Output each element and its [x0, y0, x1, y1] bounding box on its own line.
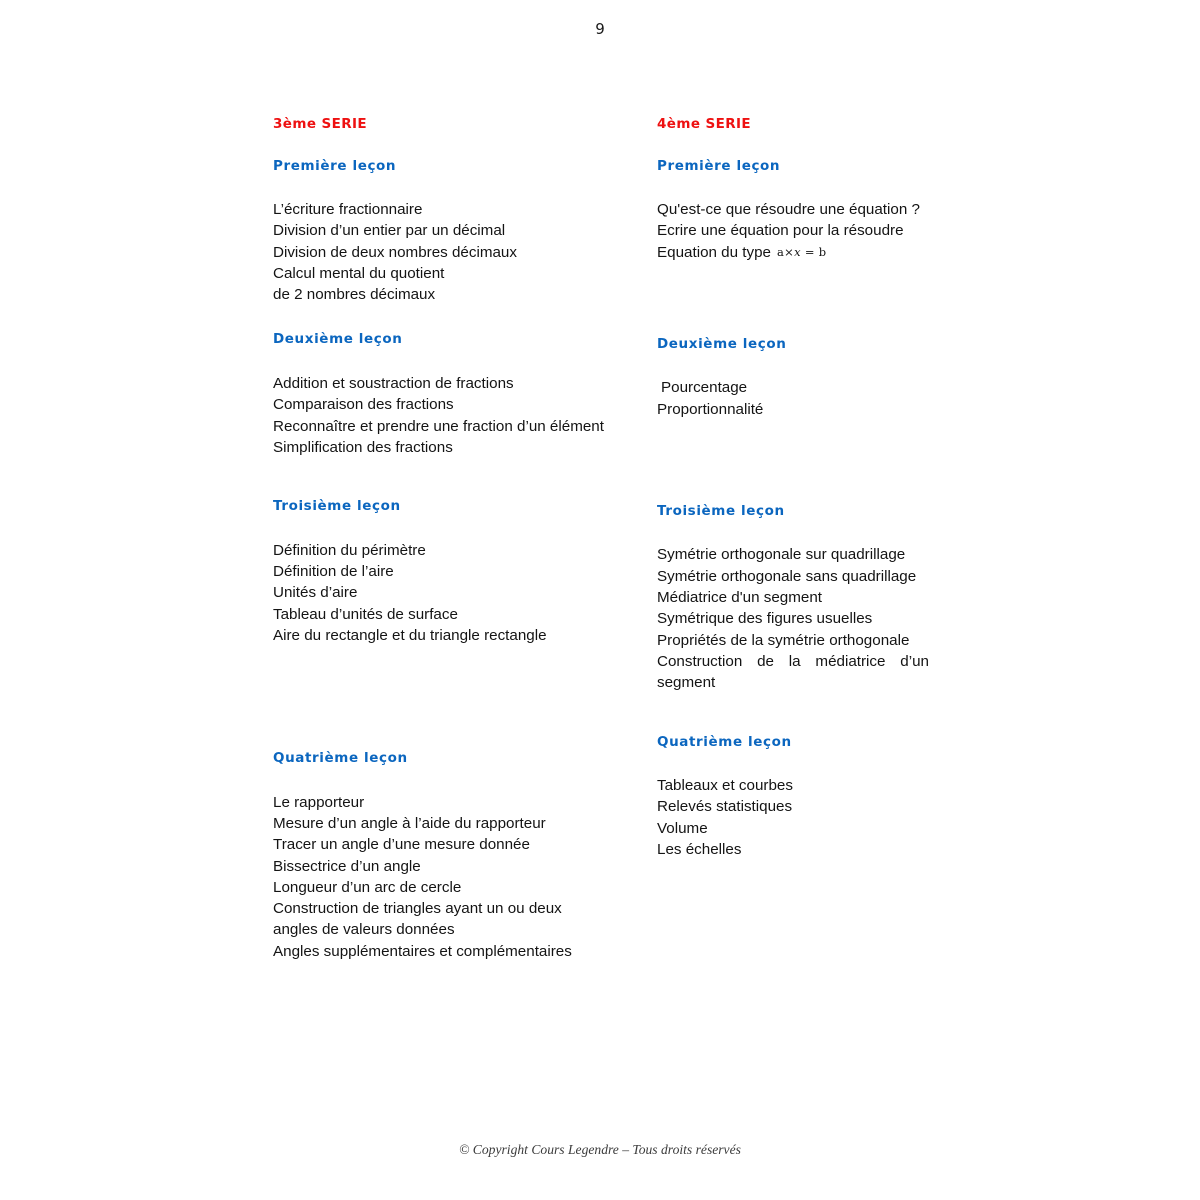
equation-lead: a: [777, 244, 785, 259]
lesson-block-left-4: [273, 752, 655, 962]
list-item: Division de deux nombres décimaux: [273, 243, 517, 261]
lesson-block-right-1: [657, 157, 1035, 263]
list-item: L’écriture fractionnaire: [273, 201, 423, 218]
list-item: Construction de la médiatrice d’un segment: [657, 652, 929, 692]
lesson-block-right-2: [657, 335, 1035, 420]
list-item: Relevés statistiques: [657, 798, 793, 816]
equation-equals: =: [804, 244, 815, 259]
list-item: Tableaux et courbes: [657, 777, 793, 795]
list-item: Addition et soustraction de fractions: [273, 374, 514, 392]
lesson-heading-left-1: Première leçon: [273, 157, 397, 174]
list-item-with-equation: [657, 242, 1035, 263]
list-item: Construction de triangles ayant un ou deux: [273, 900, 562, 918]
equation-right: b: [818, 244, 827, 259]
list-item: Mesure d’un angle à l’aide du rapporteur: [273, 814, 546, 832]
list-item: Aire du rectangle et du triangle rectangle: [273, 626, 547, 644]
lesson-items-right-3: [657, 544, 1035, 693]
lesson-heading-left-2: Deuxième leçon: [273, 331, 403, 348]
list-item: angles de valeurs données: [273, 921, 455, 939]
list-item: de 2 nombres décimaux: [273, 286, 436, 304]
list-item: Simplification des fractions: [273, 438, 453, 456]
list-item: Médiatrice d'un segment: [657, 589, 822, 607]
list-item: Ecrire une équation pour la résoudre: [657, 222, 904, 240]
lesson-heading-left-3: Troisième leçon: [273, 498, 401, 515]
content-columns: [0, 118, 1200, 962]
equation-a-times-x-equals-b: [771, 245, 826, 259]
list-item: Le rapporteur: [273, 793, 365, 811]
lesson-items-left-1: [273, 199, 655, 305]
list-item: Les échelles: [657, 840, 742, 858]
lesson-block-right-3: [657, 502, 1035, 694]
lesson-heading-right-2: Deuxième leçon: [657, 335, 787, 352]
lesson-items-left-2: [273, 373, 655, 458]
equation-variable: x: [794, 244, 801, 259]
lesson-items-left-3: [273, 540, 655, 646]
serie-title-right: 4ème SERIE: [657, 116, 752, 132]
copyright-footer: © Copyright Cours Legendre – Tous droits réservés: [459, 1142, 741, 1157]
list-item: Tableau d’unités de surface: [273, 605, 458, 623]
lesson-block-left-1: [273, 157, 655, 306]
list-item: Symétrique des figures usuelles: [657, 610, 873, 628]
column-left: [273, 118, 655, 962]
lesson-heading-right-3: Troisième leçon: [657, 502, 785, 519]
lesson-items-right-2: [657, 377, 1035, 420]
lesson-block-left-3: [273, 500, 655, 646]
page-number: 9: [595, 20, 605, 38]
list-item-label: Equation du type: [657, 243, 771, 261]
list-item: Qu'est-ce que résoudre une équation ?: [657, 201, 920, 218]
list-item: Définition du périmètre: [273, 541, 426, 559]
equation-operator: ×: [784, 244, 795, 259]
lesson-heading-left-4: Quatrième leçon: [273, 750, 408, 767]
list-item: Symétrie orthogonale sans quadrillage: [657, 567, 917, 585]
list-item: Division d’un entier par un décimal: [273, 222, 506, 240]
serie-title-left: 3ème SERIE: [273, 116, 368, 132]
lesson-block-left-2: [273, 333, 655, 458]
lesson-items-left-4: [273, 792, 655, 962]
list-item: Symétrie orthogonale sur quadrillage: [657, 546, 906, 564]
lesson-items-right-4: [657, 775, 1035, 860]
lesson-heading-right-1: Première leçon: [657, 157, 781, 174]
lesson-items-right-1: [657, 199, 1035, 263]
list-item: Comparaison des fractions: [273, 396, 454, 414]
list-item: Proportionnalité: [657, 400, 764, 418]
list-item: Bissectrice d’un angle: [273, 857, 421, 875]
list-item: Angles supplémentaires et complémentaires: [273, 942, 572, 960]
list-item: Propriétés de la symétrie orthogonale: [657, 631, 910, 649]
column-right: [655, 118, 1035, 860]
list-item: Calcul mental du quotient: [273, 264, 445, 282]
list-item: Définition de l’aire: [273, 562, 394, 580]
list-item: Pourcentage: [661, 379, 748, 397]
lesson-block-right-4: [657, 733, 1035, 861]
list-item: Reconnaître et prendre une fraction d’un élément: [273, 417, 604, 435]
list-item: Longueur d’un arc de cercle: [273, 878, 462, 896]
list-item: Tracer un angle d’une mesure donnée: [273, 836, 530, 854]
list-item: Unités d’aire: [273, 584, 358, 602]
lesson-heading-right-4: Quatrième leçon: [657, 733, 792, 750]
list-item: Volume: [657, 819, 708, 837]
